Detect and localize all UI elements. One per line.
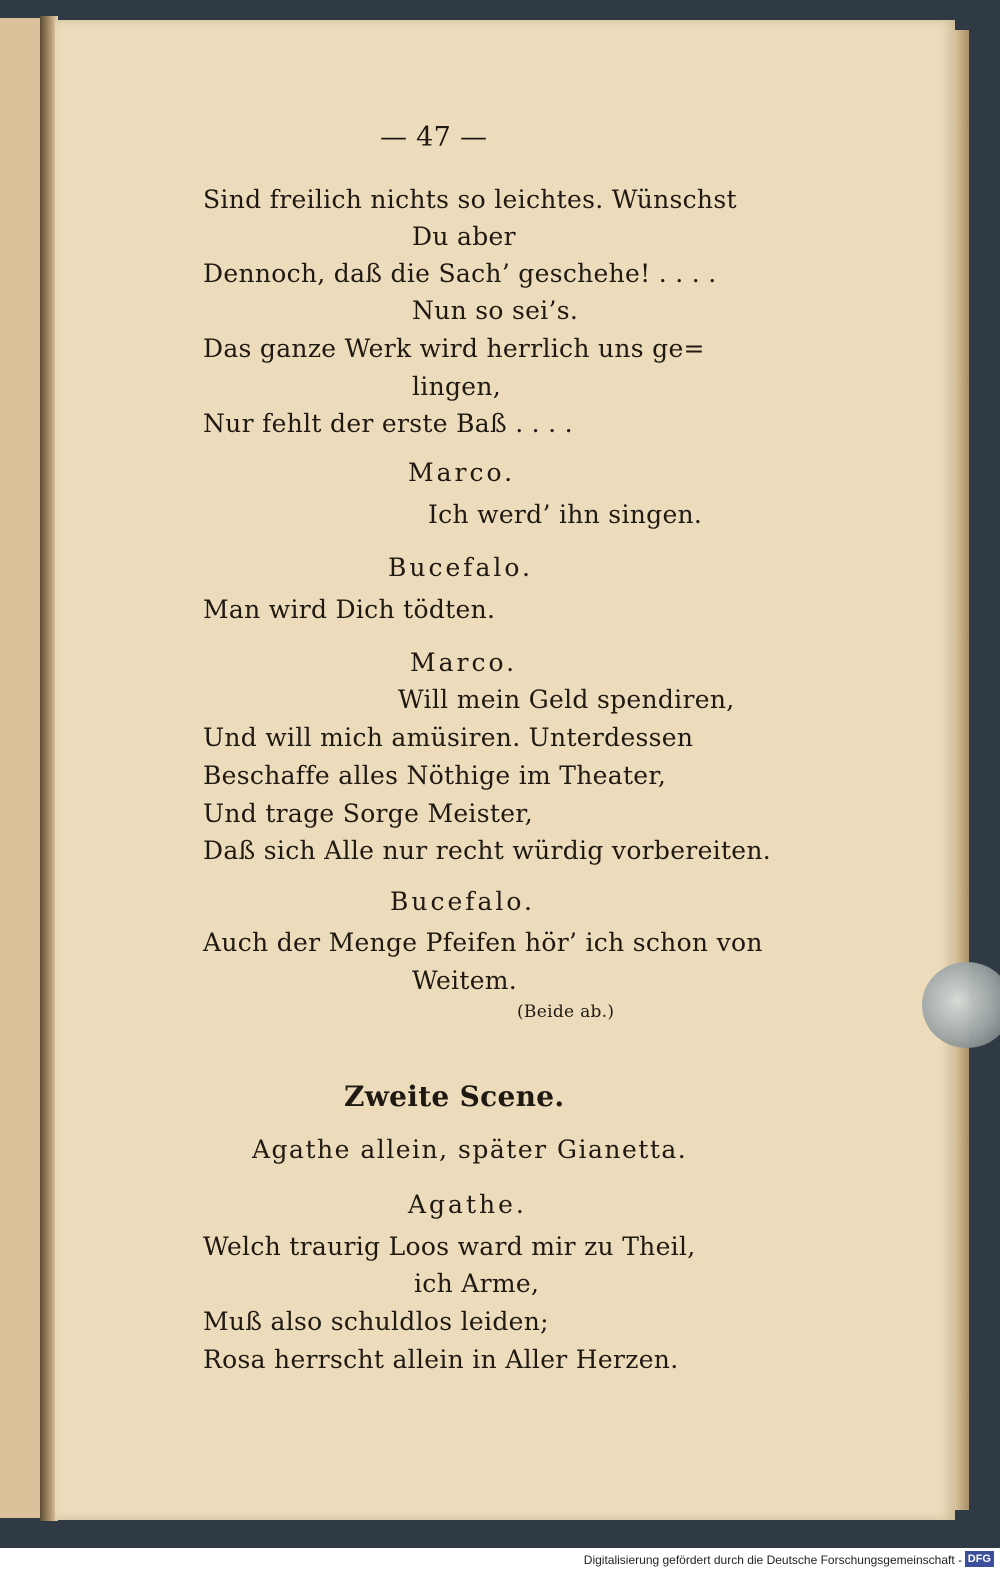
text-line: Beschaffe alles Nöthige im Theater, [203, 761, 667, 790]
text-line: Du aber [412, 222, 516, 251]
text-line: Man wird Dich tödten. [203, 595, 496, 624]
text-line: Nun so sei’s. [412, 296, 579, 325]
text-line: Und will mich amüsiren. Unterdessen [203, 723, 694, 752]
scene-description: Agathe allein, später Gianetta. [252, 1135, 688, 1164]
footer-credit: Digitalisierung gefördert durch die Deutsche Forschungsgemeinschaft - [583, 1553, 962, 1567]
text-line: Muß also schuldlos leiden; [203, 1307, 549, 1336]
text-line: Sind freilich nichts so leichtes. Wünschst [203, 185, 737, 214]
text-line: Welch traurig Loos ward mir zu Theil, [203, 1232, 696, 1261]
text-line: Will mein Geld spendiren, [398, 685, 735, 714]
text-line: Dennoch, daß die Sach’ geschehe! . . . . [203, 259, 717, 288]
scene-heading: Zweite Scene. [344, 1080, 565, 1113]
text-line: Und trage Sorge Meister, [203, 799, 534, 828]
text-line: Nur fehlt der erste Baß . . . . [203, 409, 573, 438]
stage-direction: (Beide ab.) [517, 1002, 615, 1022]
text-line: Ich werd’ ihn singen. [428, 500, 703, 529]
text-line: Das ganze Werk wird herrlich uns ge= [203, 334, 705, 363]
dfg-logo: DFG [965, 1551, 994, 1567]
text-line: Weitem. [412, 966, 518, 995]
speaker-name: Marco. [408, 458, 516, 487]
text-line: lingen, [412, 372, 502, 401]
page-stack-edge [955, 30, 969, 1510]
speaker-name: Agathe. [408, 1190, 527, 1219]
page-number: — 47 — [380, 122, 488, 153]
text-line: ich Arme, [414, 1269, 540, 1298]
text-line: Auch der Menge Pfeifen hör’ ich schon von [203, 928, 763, 957]
text-line: Daß sich Alle nur recht würdig vorbereiten. [203, 836, 772, 865]
speaker-name: Bucefalo. [390, 887, 535, 916]
text-line: Rosa herrscht allein in Aller Herzen. [203, 1345, 679, 1374]
speaker-name: Marco. [410, 648, 518, 677]
speaker-name: Bucefalo. [388, 553, 533, 582]
